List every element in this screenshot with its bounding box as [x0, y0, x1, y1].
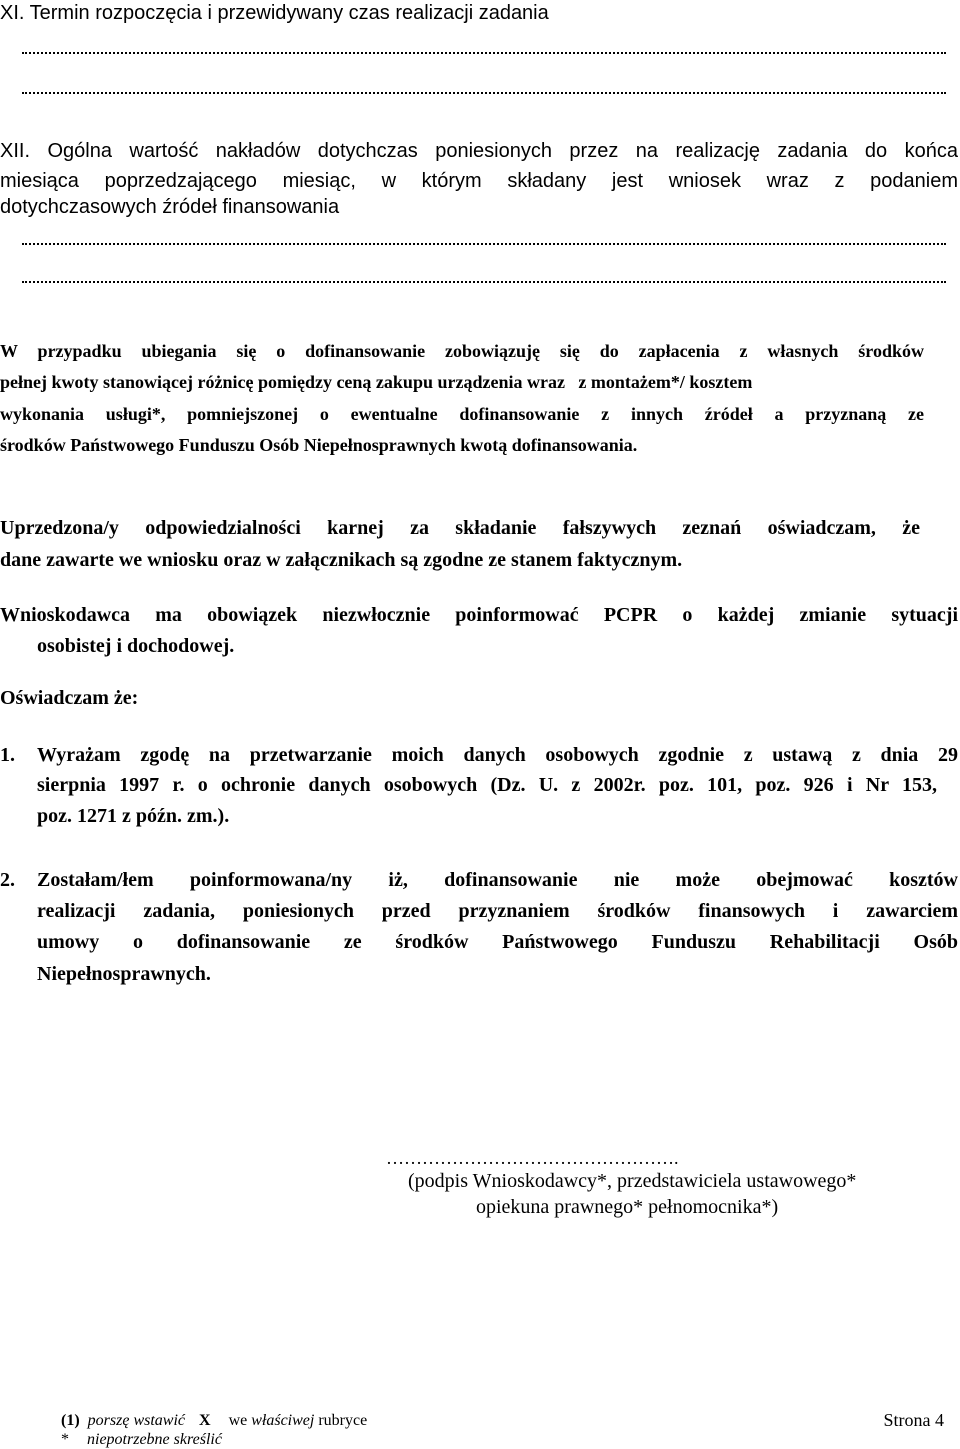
signature-dotted-line: …………………………………………. — [386, 1148, 679, 1168]
obligation-line-1: W przypadku ubiegania się o dofinansowanie zobowiązuję się do zapłacenia z własnych środków — [0, 341, 924, 361]
item-1-line-1: Wyrażam zgodę na przetwarzanie moich danych osobowych zgodnie z ustawą z dnia 29 — [37, 744, 958, 766]
liability-line-1: Uprzedzona/y odpowiedzialności karnej za składanie fałszywych zeznań oświadczam, że — [0, 517, 920, 539]
duty-line-2: osobistej i dochodowej. — [37, 635, 235, 657]
footnote-2 — [61, 1431, 222, 1449]
item-2-number: 2. — [0, 869, 15, 891]
footnote-2-text: niepotrzebne skreślić — [87, 1431, 222, 1448]
item-1-number: 1. — [0, 744, 15, 766]
obligation-line-2: pełnej kwoty stanowiącej różnicę pomiędzy ceną zakupu urządzenia wraz z montażem*/ kosztem — [0, 372, 753, 392]
declaration-heading: Oświadczam że: — [0, 687, 139, 709]
footnote-1-text: porszę wstawić — [87, 1412, 185, 1429]
dotted-line — [22, 52, 946, 54]
section-xii-line-2: miesiąca poprzedzającego miesiąc, w którym składany jest wniosek wraz z podaniem — [0, 170, 958, 192]
dotted-line — [22, 243, 946, 245]
footnote-1-mid: właściwej — [251, 1412, 315, 1429]
dotted-line — [22, 281, 946, 283]
footnote-2-star: * — [61, 1431, 69, 1448]
item-1-line-2: sierpnia 1997 r. o ochronie danych osobowych (Dz. U. z 2002r. poz. 101, poz. 926 i Nr 153, — [37, 774, 937, 796]
item-2-line-2: realizacji zadania, poniesionych przed przyznaniem środków finansowych i zawarciem — [37, 900, 958, 922]
signature-caption-line-2: opiekuna prawnego* pełnomocnika*) — [476, 1196, 779, 1218]
obligation-line-3: wykonania usługi*, pomniejszonej o ewentualne dofinansowanie z innych źródeł a przyznaną ze — [0, 404, 924, 424]
page-number: Strona 4 — [883, 1410, 944, 1430]
item-2-line-3: umowy o dofinansowanie ze środków Państwowego Funduszu Rehabilitacji Osób — [37, 931, 958, 953]
footnote-1 — [61, 1412, 367, 1430]
footnote-1-number: (1) — [61, 1412, 80, 1429]
dotted-line — [22, 92, 946, 94]
signature-caption-line-1: (podpis Wnioskodawcy*, przedstawiciela ustawowego* — [408, 1170, 857, 1192]
section-xi-title: XI. Termin rozpoczęcia i przewidywany czas realizacji zadania — [0, 2, 549, 24]
footnote-1-post: rubryce — [314, 1412, 368, 1429]
duty-line-1: Wnioskodawca ma obowiązek niezwłocznie poinformować PCPR o każdej zmianie sytuacji — [0, 604, 958, 626]
section-xii-line-1: XII. Ogólna wartość nakładów dotychczas poniesionych przez na realizację zadania do końca — [0, 140, 958, 162]
footnote-1-rest — [229, 1412, 368, 1429]
item-1-line-3: poz. 1271 z późn. zm.). — [37, 805, 230, 827]
item-2-line-1: Zostałam/łem poinformowana/ny iż, dofinansowanie nie może obejmować kosztów — [37, 869, 958, 891]
liability-line-2: dane zawarte we wniosku oraz w załącznikach są zgodne ze stanem faktycznym. — [0, 549, 683, 571]
section-xii-line-3: dotychczasowych źródeł finansowania — [0, 196, 340, 218]
footnote-1-mark: X — [199, 1412, 211, 1429]
item-2-line-4: Niepełnosprawnych. — [37, 963, 211, 985]
obligation-line-4: środków Państwowego Funduszu Osób Niepełnosprawnych kwotą dofinansowania. — [0, 435, 638, 455]
footnote-1-pre: we — [228, 1412, 252, 1429]
